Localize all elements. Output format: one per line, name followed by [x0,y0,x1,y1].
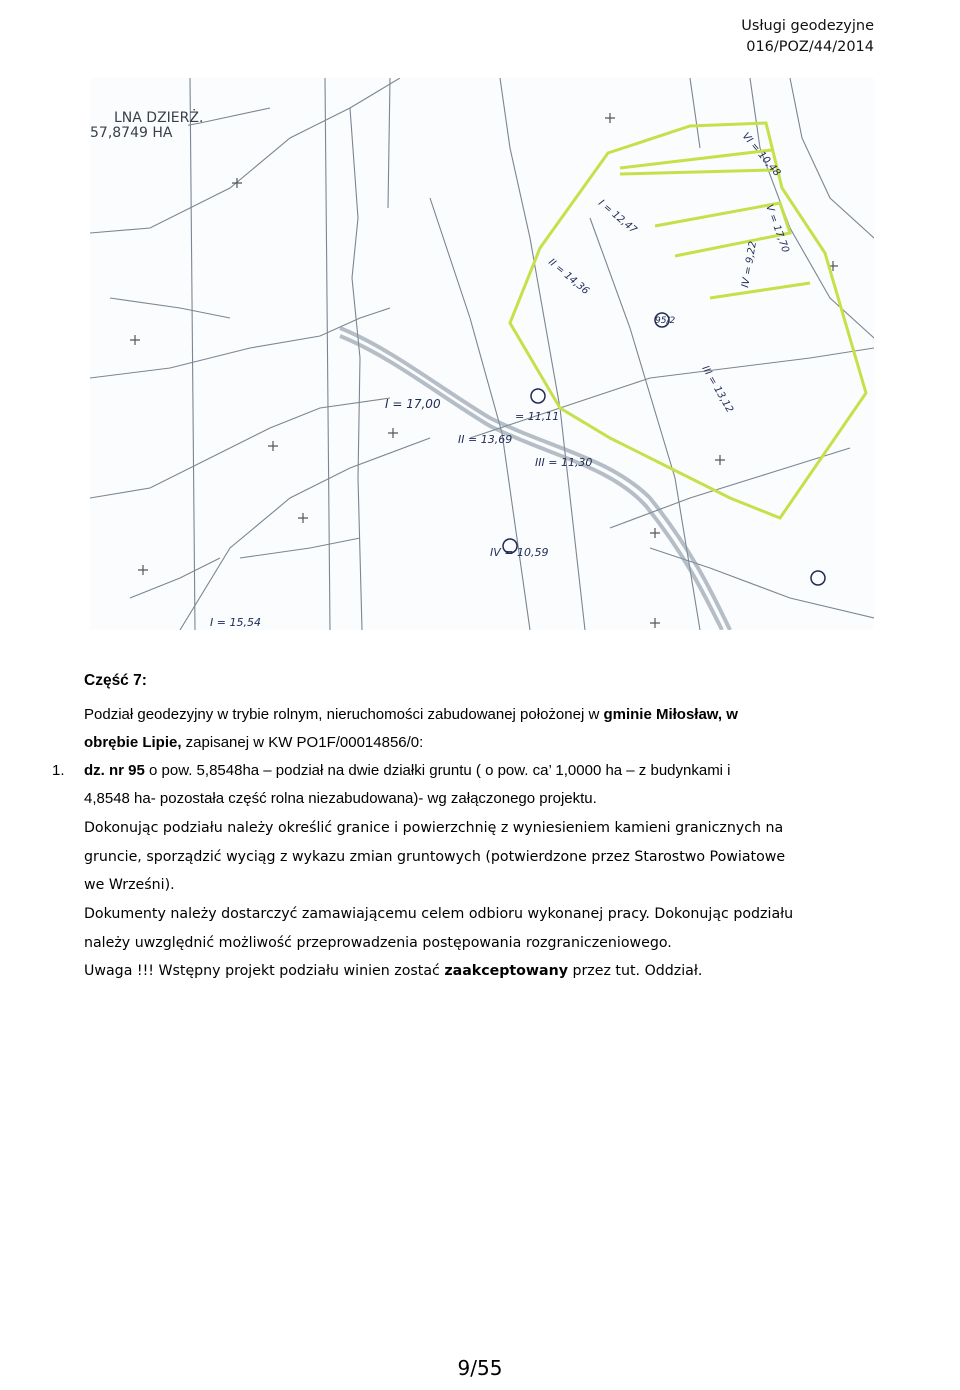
map-label-r-1111: = 11,11 [515,410,560,423]
page-header [741,16,874,58]
intro-kw: zapisanej w KW PO1F/00014856/0: [181,734,424,751]
intro-gmina: gminie Miłosław, w [603,706,738,723]
paragraph-line: gruncie, sporządzić wyciąg z wykazu zmian gruntowych (potwierdzone przez Starostwo Powiatowe [84,848,786,865]
page-number: 9/55 [457,1356,503,1380]
list-number: 1. [52,762,65,779]
paragraph-line: należy uwzględnić możliwość przeprowadzenia postępowania rozgraniczeniowego. [84,934,672,951]
map-label-iv-1059: IV = 10,59 [490,546,549,559]
intro-paragraph [84,701,884,757]
parcel-number: dz. nr 95 [84,762,145,779]
paragraph-line: we Wrześni). [84,877,175,893]
map-parcel-number: 95/2 [655,316,676,326]
section-title: Część 7: [84,672,147,689]
paragraph-line: Dokonując podziału należy określić granice i powierzchnię z wyniesieniem kamieni granicznych na [84,820,784,836]
header-company: Usługi geodezyjne [741,18,874,34]
map-corner-area: 57,8749 HA [90,125,173,141]
cadastral-map [90,78,874,630]
map-label-i-1554: I = 15,54 [210,616,261,629]
intro-obreb: obrębie Lipie, [84,734,182,751]
map-label-vi-1048: VI = 10,48 [739,130,783,179]
parcel-description: o pow. 5,8548ha – podział na dwie działki gruntu ( o pow. ca’ 1,0000 ha – z budynkami i [144,762,731,779]
parcel-description-cont: 4,8548 ha- pozostała część rolna niezabudowana)- wg załączonego projektu. [84,790,597,807]
map-label-ii-1369: II = 13,69 [458,433,513,446]
paragraph-documents [84,900,884,957]
paragraph-requirements [84,814,884,900]
map-label-iv-922: IV = 9,22 [740,240,760,289]
paragraph-line: Dokumenty należy dostarczyć zamawiającemu celem odbioru wykonanej pracy. Dokonując podziału [84,906,794,922]
note-emphasis: zaakceptowany [444,963,568,979]
map-label-v-1770: V = 17,70 [763,203,791,255]
map-corner-title: LNA DZIERŻ. [114,110,204,126]
map-label-iii-1312: III = 13,12 [699,364,736,415]
map-label-i-1247: I = 12,47 [596,197,639,237]
header-reference: 016/POZ/44/2014 [746,39,874,55]
note-text: Uwaga !!! Wstępny projekt podziału winien zostać [84,963,445,979]
map-label-iii-1130: III = 11,30 [535,456,593,469]
intro-text: Podział geodezyjny w trybie rolnym, nieruchomości zabudowanej położonej w [84,706,604,723]
note-text-end: przez tut. Oddział. [567,963,703,979]
map-label-i-1700: I = 17,00 [385,397,441,411]
paragraph-note [84,957,884,986]
map-label-ii-1436: II = 14,36 [546,256,591,297]
